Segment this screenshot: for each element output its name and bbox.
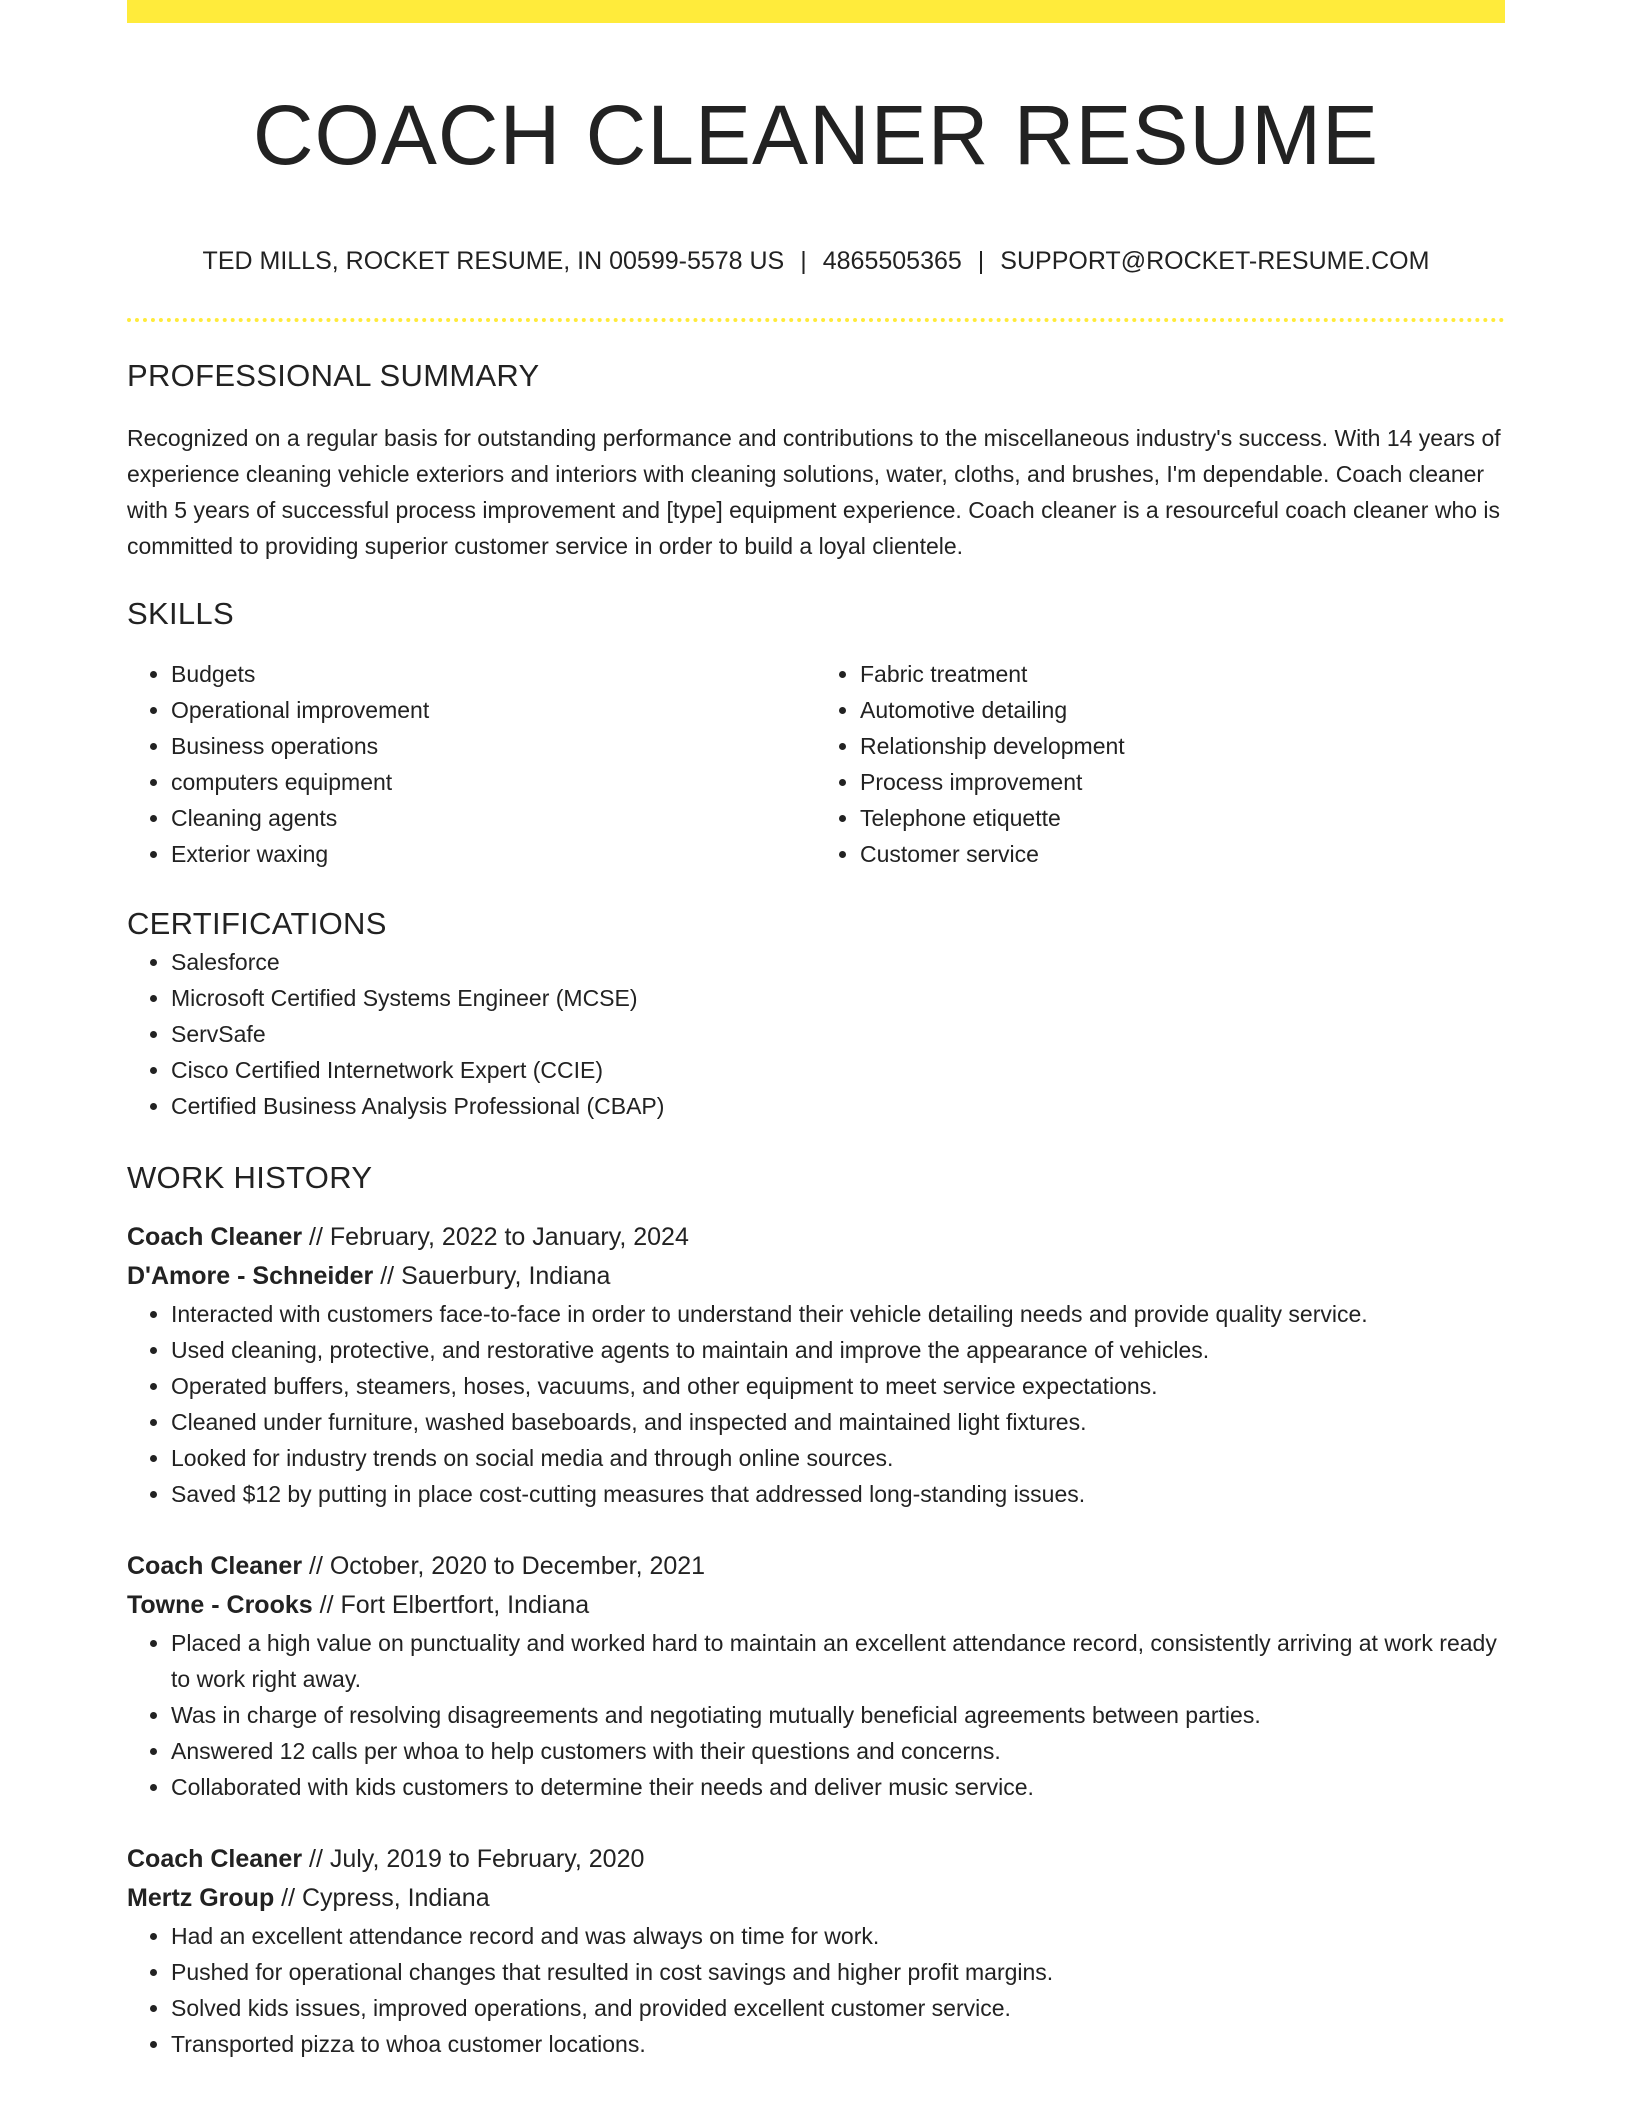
job-duty-item: • Looked for industry trends on social media and through online sources. (171, 1440, 1505, 1476)
job-duty-item: • Interacted with customers face-to-face in order to understand their vehicle detailing needs and provide quality service. (171, 1296, 1505, 1332)
skill-item: • Fabric treatment (860, 656, 1505, 692)
job-duties-list (127, 1918, 1505, 2062)
skill-item: • Budgets (171, 656, 816, 692)
skill-item: • Relationship development (860, 728, 1505, 764)
job-entry (127, 1547, 1505, 1805)
job-title-line (127, 1547, 1505, 1586)
job-location: // Cypress, Indiana (274, 1884, 490, 1912)
certification-item: • Certified Business Analysis Professional (CBAP) (171, 1088, 1505, 1124)
job-title: Coach Cleaner (127, 1552, 303, 1580)
certification-item: • Cisco Certified Internetwork Expert (CCIE) (171, 1052, 1505, 1088)
job-duty-item: • Saved $12 by putting in place cost-cutting measures that addressed long-standing issues. (171, 1476, 1505, 1512)
job-duty-item: • Used cleaning, protective, and restorative agents to maintain and improve the appearance of vehicles. (171, 1332, 1505, 1368)
job-title: Coach Cleaner (127, 1845, 303, 1873)
skill-item: • Operational improvement (171, 692, 816, 728)
job-company-line (127, 1879, 1505, 1918)
job-location: // Sauerbury, Indiana (373, 1262, 611, 1290)
job-location: // Fort Elbertfort, Indiana (312, 1591, 590, 1619)
job-duty-item: • Answered 12 calls per whoa to help customers with their questions and concerns. (171, 1733, 1505, 1769)
job-duties-list (127, 1625, 1505, 1805)
job-title-line (127, 1218, 1505, 1257)
job-duty-item: • Collaborated with kids customers to determine their needs and deliver music service. (171, 1769, 1505, 1805)
job-duty-item: • Placed a high value on punctuality and worked hard to maintain an excellent attendance record, consistently arriving at work ready to work right away. (171, 1625, 1505, 1697)
job-company-line (127, 1586, 1505, 1625)
job-duty-item: • Transported pizza to whoa customer locations. (171, 2026, 1505, 2062)
certification-item: • ServSafe (171, 1016, 1505, 1052)
job-dates: // July, 2019 to February, 2020 (302, 1845, 645, 1873)
work-history-heading: WORK HISTORY (127, 1160, 373, 1195)
certifications-list (127, 944, 1505, 1124)
skill-item: • Exterior waxing (171, 836, 816, 872)
skill-item: • Process improvement (860, 764, 1505, 800)
job-company: Towne - Crooks (127, 1591, 313, 1619)
certifications-heading: CERTIFICATIONS (127, 906, 387, 941)
contact-separator: | (800, 247, 807, 275)
job-duties-list (127, 1296, 1505, 1512)
dotted-divider (127, 318, 1505, 322)
contact-email: SUPPORT@ROCKET-RESUME.COM (1000, 247, 1430, 275)
resume-page (127, 0, 1505, 2062)
job-duty-item: • Pushed for operational changes that resulted in cost savings and higher profit margins. (171, 1954, 1505, 1990)
job-duty-item: • Solved kids issues, improved operations, and provided excellent customer service. (171, 1990, 1505, 2026)
job-title-line (127, 1840, 1505, 1879)
skills-column-right (816, 656, 1505, 872)
skills-heading: SKILLS (127, 596, 234, 631)
job-dates: // October, 2020 to December, 2021 (302, 1552, 706, 1580)
job-duty-item: • Was in charge of resolving disagreements and negotiating mutually beneficial agreements between parties. (171, 1697, 1505, 1733)
job-duty-item: • Operated buffers, steamers, hoses, vacuums, and other equipment to meet service expectations. (171, 1368, 1505, 1404)
skill-item: • Telephone etiquette (860, 800, 1505, 836)
certification-item: • Salesforce (171, 944, 1505, 980)
summary-heading: PROFESSIONAL SUMMARY (127, 358, 540, 393)
contact-line (127, 245, 1505, 277)
skill-item: • Automotive detailing (860, 692, 1505, 728)
job-company: D'Amore - Schneider (127, 1262, 374, 1290)
job-title: Coach Cleaner (127, 1223, 303, 1251)
skill-item: • Cleaning agents (171, 800, 816, 836)
contact-separator: | (977, 247, 985, 275)
contact-address: TED MILLS, ROCKET RESUME, IN 00599-5578 US (202, 247, 785, 275)
job-company: Mertz Group (127, 1884, 275, 1912)
contact-phone: 4865505365 (822, 247, 962, 275)
job-dates: // February, 2022 to January, 2024 (302, 1223, 689, 1251)
certification-item: • Microsoft Certified Systems Engineer (MCSE) (171, 980, 1505, 1016)
skill-item: • computers equipment (171, 764, 816, 800)
job-duty-item: • Had an excellent attendance record and was always on time for work. (171, 1918, 1505, 1954)
summary-text: Recognized on a regular basis for outstanding performance and contributions to the miscellaneous industry's success. With 14 years of experience cleaning vehicle exteriors and interiors with cleaning solutions, water, cloths, and brushes, I'm dependable. Coach cleaner with 5 years of successful process improvement and [type] equipment experience. Coach cleaner is a resourceful coach cleaner who is committed to providing superior customer service in order to build a loyal clientele. (127, 425, 1501, 559)
skill-item: • Customer service (860, 836, 1505, 872)
resume-title: COACH CLEANER RESUME (252, 88, 1380, 182)
job-duty-item: • Cleaned under furniture, washed baseboards, and inspected and maintained light fixtures. (171, 1404, 1505, 1440)
job-company-line (127, 1257, 1505, 1296)
skills-column-left (127, 656, 816, 872)
job-entry (127, 1218, 1505, 1512)
job-entry (127, 1840, 1505, 2062)
skill-item: • Business operations (171, 728, 816, 764)
skills-list (127, 656, 1505, 872)
top-accent-bar (127, 0, 1505, 23)
